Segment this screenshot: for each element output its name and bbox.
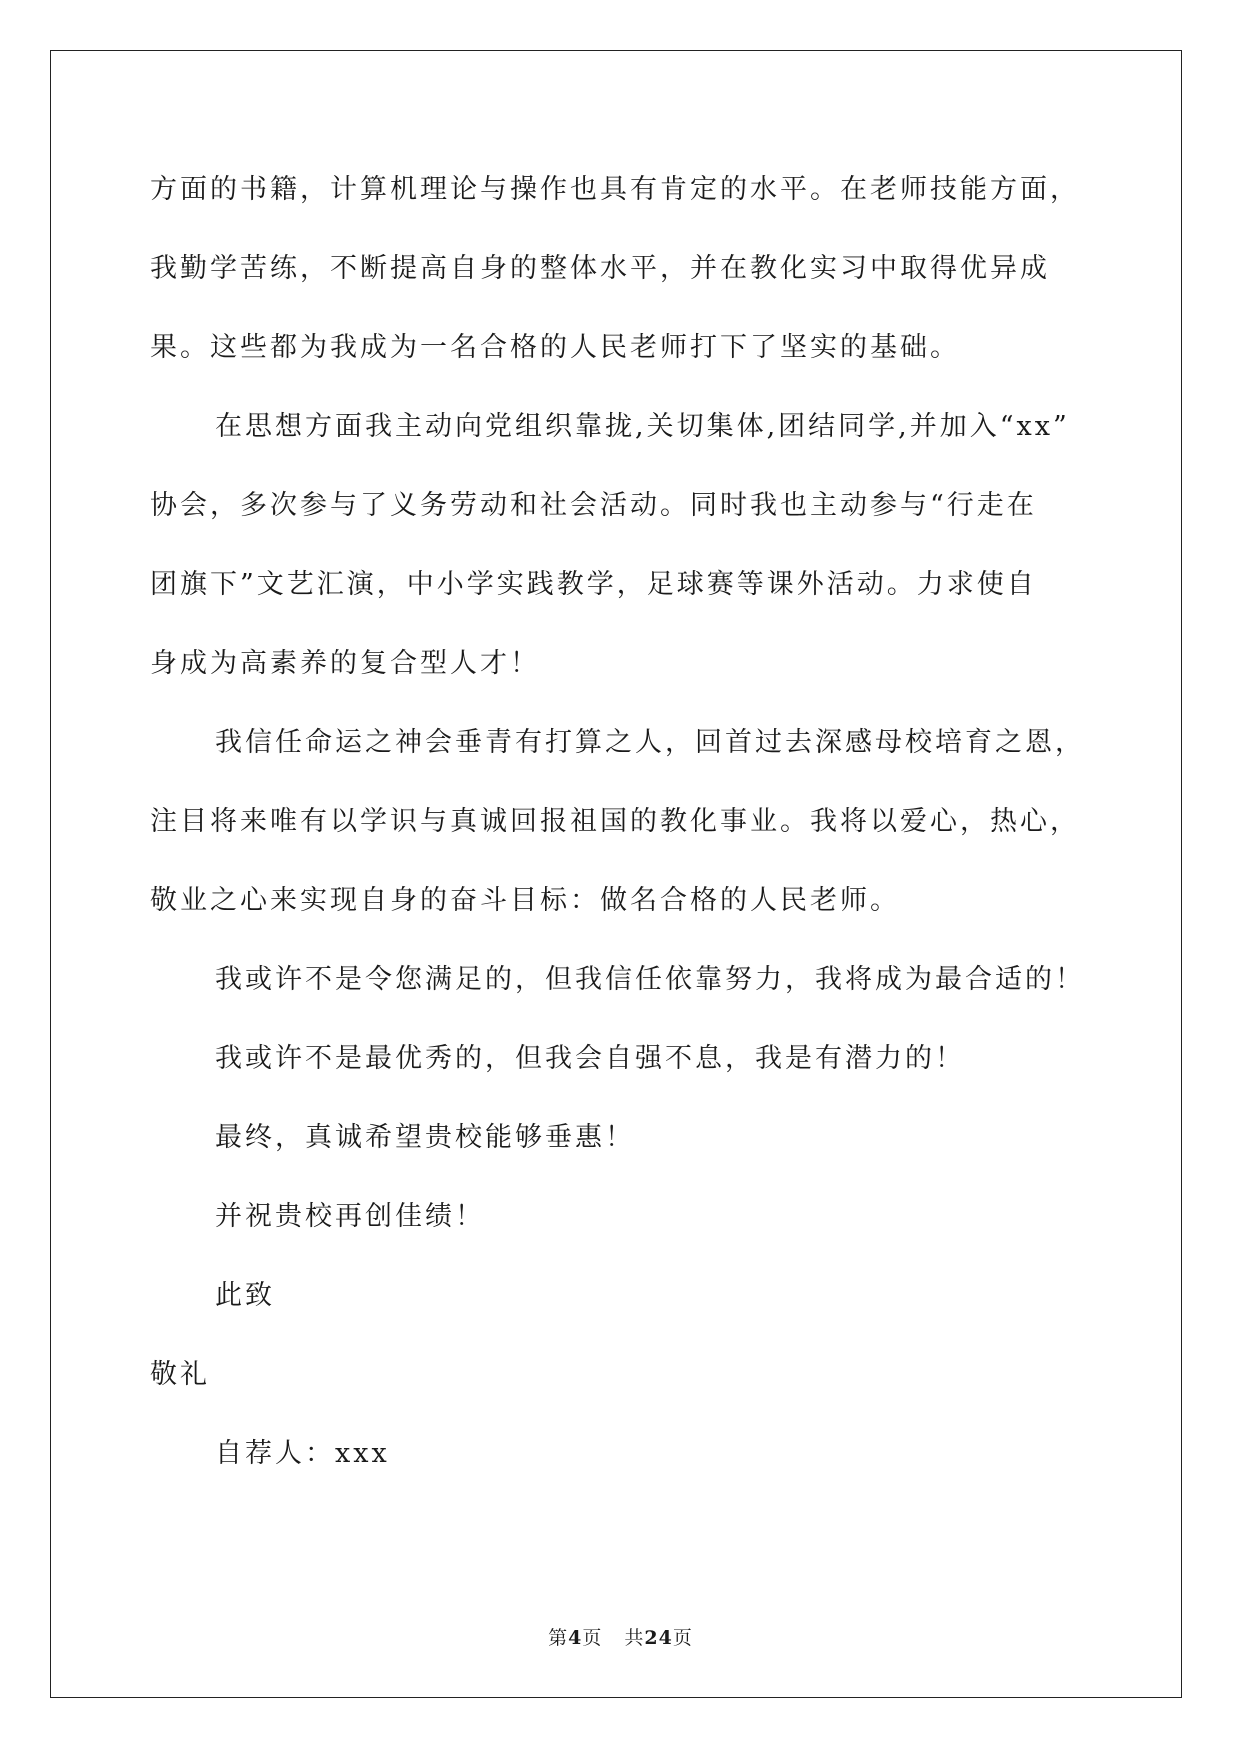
text-line: 敬业之心来实现自身的奋斗目标：做名合格的人民老师。 (150, 885, 900, 916)
paragraph-line: 最终，真诚希望贵校能够垂惠！ (215, 1122, 635, 1153)
paragraph-line: 并祝贵校再创佳绩！ (215, 1201, 485, 1232)
footer-prefix: 第 (548, 1627, 569, 1649)
paragraph-line: 我或许不是最优秀的，但我会自强不息，我是有潜力的！ (215, 1043, 965, 1074)
text-line: 果。这些都为我成为一名合格的人民老师打下了坚实的基础。 (150, 332, 960, 363)
text-line: 团旗下”文艺汇演，中小学实践教学，足球赛等课外活动。力求使自 (150, 569, 1037, 600)
paragraph-line: 在思想方面我主动向党组织靠拢,关切集体,团结同学,并加入“xx” (215, 411, 1070, 442)
text-line: 方面的书籍，计算机理论与操作也具有肯定的水平。在老师技能方面， (150, 174, 1080, 205)
paragraph-line: 我或许不是令您满足的，但我信任依靠努力，我将成为最合适的！ (215, 964, 1085, 995)
letter-body (150, 150, 1090, 1493)
text-line: 身成为高素养的复合型人才！ (150, 648, 540, 679)
page-number: 4 (568, 1627, 583, 1649)
closing-line: 此致 (215, 1280, 275, 1311)
salutation-line: 敬礼 (150, 1359, 210, 1390)
page-footer (0, 1623, 1241, 1650)
text-line: 协会，多次参与了义务劳动和社会活动。同时我也主动参与“行走在 (150, 490, 1037, 521)
text-line: 我勤学苦练，不断提高自身的整体水平，并在教化实习中取得优异成 (150, 253, 1050, 284)
paragraph-line: 我信任命运之神会垂青有打算之人，回首过去深感母校培育之恩， (215, 727, 1085, 758)
footer-page-suffix: 页 (582, 1627, 603, 1649)
footer-total-suffix: 页 (672, 1627, 693, 1649)
total-pages: 24 (644, 1627, 673, 1649)
text-line: 注目将来唯有以学识与真诚回报祖国的教化事业。我将以爱心，热心， (150, 806, 1080, 837)
signature-line: 自荐人：xxx (215, 1438, 390, 1469)
footer-total-prefix: 共 (624, 1627, 645, 1649)
